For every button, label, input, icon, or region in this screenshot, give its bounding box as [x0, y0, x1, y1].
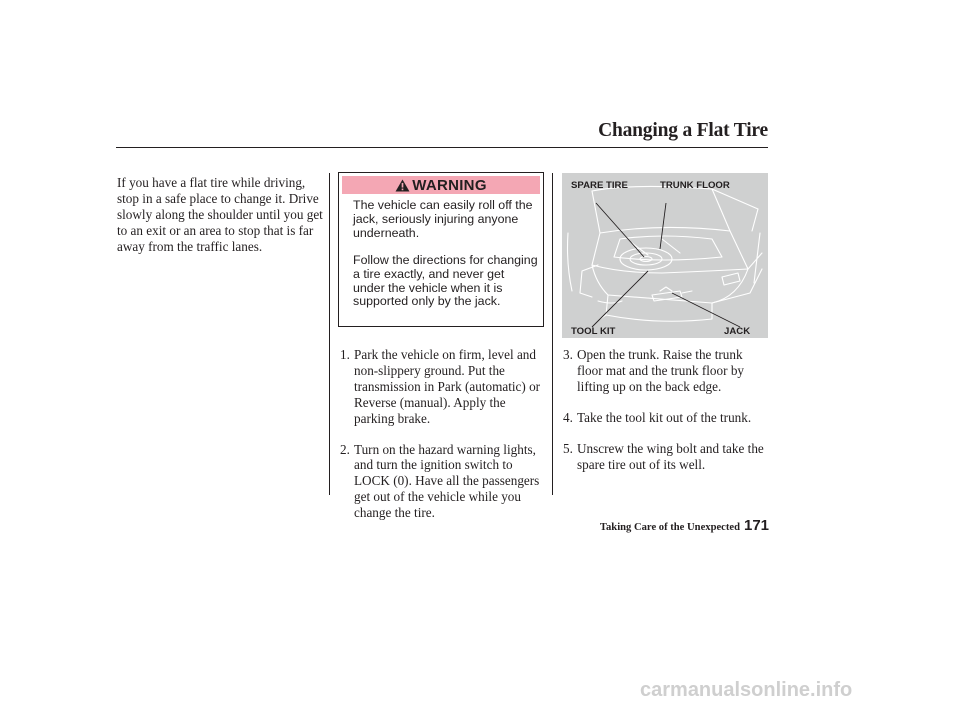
step-text: Open the trunk. Raise the trunk floor mat and the trunk floor by lifting up on the back edge. — [577, 347, 745, 394]
step-text: Unscrew the wing bolt and take the spare tire out of its well. — [577, 440, 764, 472]
step-text: Take the tool kit out of the trunk. — [577, 409, 752, 425]
warning-paragraph: The vehicle can easily roll off the jack, seriously injuring anyone underneath. — [353, 198, 533, 240]
page-number: 171 — [744, 517, 770, 534]
watermark: carmanualsonline.info — [640, 679, 853, 701]
label-jack: JACK — [724, 326, 751, 337]
step-text: Park the vehicle on firm, level and non-slippery ground. Put the transmission in Park (automatic) or Reverse (manual). Apply the parking brake. — [354, 347, 541, 426]
label-tool-kit: TOOL KIT — [571, 326, 616, 337]
column-divider-right — [552, 173, 553, 495]
trunk-drawing — [562, 173, 768, 338]
step-list-left — [340, 347, 548, 536]
step-item — [340, 347, 548, 427]
column-divider-left — [329, 173, 330, 495]
warning-paragraph: Follow the directions for changing a tire exactly, and never get under the vehicle when it is supported only by the jack. — [353, 253, 538, 309]
title-rule — [116, 147, 768, 148]
warning-triangle-icon — [395, 179, 410, 192]
trunk-illustration — [562, 173, 768, 338]
step-item — [563, 441, 768, 473]
step-item — [340, 442, 548, 522]
step-number: 3. — [563, 347, 573, 362]
intro-paragraph: If you have a flat tire while driving, stop in a safe place to change it. Drive slowly along the shoulder until you get to an exit or an area to stop that is far away from the traffic lanes. — [117, 175, 323, 254]
warning-box — [338, 172, 544, 327]
label-spare-tire: SPARE TIRE — [571, 180, 628, 191]
step-number: 1. — [340, 347, 350, 362]
label-trunk-floor: TRUNK FLOOR — [660, 180, 730, 191]
warning-label: WARNING — [412, 176, 487, 194]
page-title: Changing a Flat Tire — [598, 120, 768, 141]
footer-section-title: Taking Care of the Unexpected — [599, 522, 740, 533]
step-number: 4. — [563, 409, 573, 425]
warning-header — [342, 176, 540, 194]
step-item — [563, 410, 768, 426]
step-item — [563, 347, 768, 395]
step-number: 5. — [563, 440, 573, 456]
step-list-right — [563, 347, 768, 487]
step-text: Turn on the hazard warning lights, and turn the ignition switch to LOCK (0). Have all the passengers get out of the vehicle while you change the tire. — [354, 441, 540, 521]
step-number: 2. — [340, 441, 350, 457]
